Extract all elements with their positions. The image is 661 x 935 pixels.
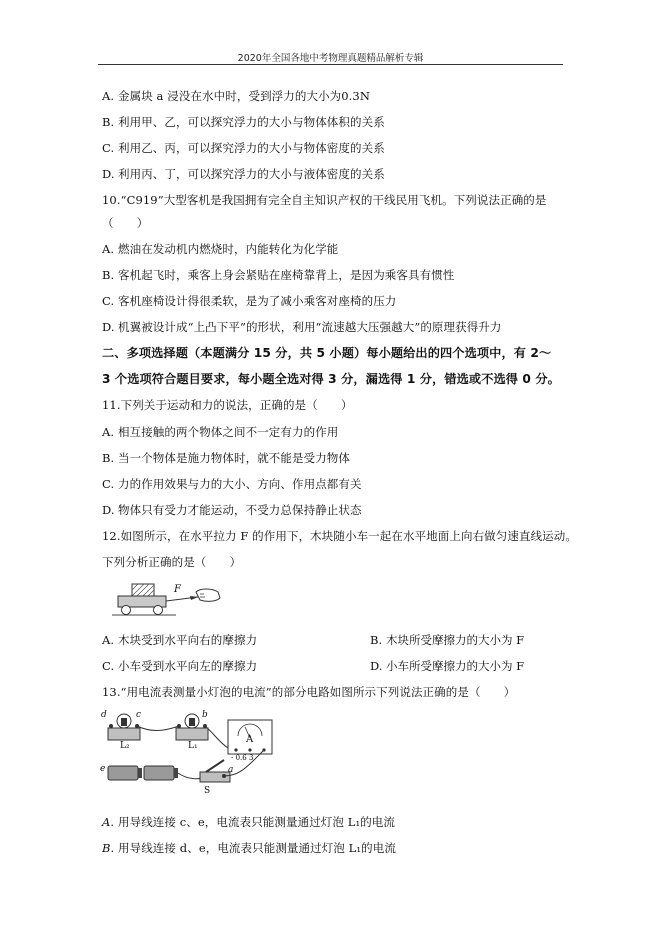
option-text: 利用乙、丙，可以探究浮力的大小与物体密度的关系 — [118, 141, 385, 155]
battery-2 — [144, 766, 174, 780]
q9-option-b — [102, 114, 385, 130]
option-text: 物体只有受力才能运动，不受力总保持静止状态 — [118, 503, 362, 517]
option-letter: B. — [102, 451, 115, 465]
terminal-b-label: b — [202, 710, 208, 720]
q12-option-a — [102, 632, 257, 648]
force-label: F — [174, 584, 181, 595]
lamp1-base — [176, 728, 208, 740]
option-letter: B. — [102, 268, 115, 282]
option-text: 木块所受摩擦力的大小为 F — [386, 633, 525, 647]
option-text: 相互接触的两个物体之间不一定有力的作用 — [118, 425, 339, 439]
q11-stem: 11.下列关于运动和力的说法，正确的是（ ） — [102, 398, 353, 412]
section2-heading-line1: 二、多项选择题（本题满分 15 分，共 5 小题）每小题给出的四个选项中，有 2～ — [102, 346, 552, 360]
q11-option-b — [102, 450, 350, 466]
q11-option-a — [102, 424, 338, 440]
q10-blank: （ ） — [102, 216, 149, 230]
option-text: 小车所受摩擦力的大小为 F — [386, 659, 525, 673]
lamp2-base — [108, 728, 140, 740]
option-text: 燃油在发动机内燃烧时，内能转化为化学能 — [118, 242, 339, 256]
lamp1-label: L₁ — [188, 741, 198, 751]
q12-option-c — [102, 658, 257, 674]
option-letter: D. — [370, 659, 383, 673]
option-letter: C. — [102, 141, 115, 155]
hand — [196, 589, 220, 601]
q11-option-d — [102, 502, 362, 518]
q11-option-c — [102, 476, 362, 492]
q13-option-a — [102, 814, 395, 830]
q12-stem-line1: 12.如图所示，在水平拉力 F 的作用下，木块随小车一起在水平地面上向右做匀速直线运动。 — [102, 529, 577, 543]
q9-option-d — [102, 166, 385, 182]
option-letter: D. — [102, 320, 115, 334]
q12-option-b — [370, 632, 524, 648]
q9-option-c — [102, 140, 385, 156]
ammeter-scale-label: - 0.6 3 — [231, 754, 254, 762]
option-text: 当一个物体是施力物体时，就不能是受力物体 — [118, 451, 350, 465]
q12-cart-figure — [112, 582, 222, 618]
page-header: 2020年全国各地中考物理真题精品解析专辑 — [237, 53, 424, 64]
q12-stem-line2: 下列分析正确的是（ ） — [102, 555, 242, 569]
option-text: 客机起飞时，乘客上身会紧贴在座椅靠背上，是因为乘客具有惯性 — [118, 268, 455, 282]
header-divider — [98, 64, 563, 65]
lamp2-label: L₂ — [120, 741, 130, 751]
switch-label: S — [204, 786, 211, 796]
option-letter: A. — [102, 89, 115, 103]
option-letter: D. — [102, 503, 115, 517]
option-text: 客机座椅设计得很柔软，是为了减小乘客对座椅的压力 — [118, 294, 397, 308]
option-text: 用导线连接 c、e，电流表只能测量通过灯泡 L₁的电流 — [118, 815, 396, 829]
option-text: 利用丙、丁，可以探究浮力的大小与液体密度的关系 — [118, 167, 385, 181]
terminal-d-label: d — [101, 710, 107, 720]
option-letter: A. — [102, 633, 115, 647]
option-letter: A. — [102, 242, 115, 256]
option-letter: B. — [102, 841, 115, 855]
q10-option-a — [102, 241, 338, 257]
section2-heading-line2: 3 个选项符合题目要求，每小题全选对得 3 分，漏选得 1 分，错选或不选得 0 分。 — [102, 372, 560, 386]
option-letter: B. — [370, 633, 383, 647]
q10-option-c — [102, 293, 396, 309]
q13-stem: 13.“用电流表测量小灯泡的电流”的部分电路如图所示下列说法正确的是（ ） — [102, 685, 516, 699]
terminal-c-label: c — [136, 710, 142, 720]
q10-option-b — [102, 267, 454, 283]
option-letter: A. — [102, 425, 115, 439]
option-letter: C. — [102, 659, 115, 673]
option-letter: D. — [102, 167, 115, 181]
option-letter: B. — [102, 115, 115, 129]
option-text: 木块受到水平向右的摩擦力 — [118, 633, 258, 647]
option-letter: A. — [102, 815, 115, 829]
option-letter: C. — [102, 477, 115, 491]
option-text: 力的作用效果与力的大小、方向、作用点都有关 — [118, 477, 362, 491]
q9-option-a — [102, 88, 370, 104]
option-text: 小车受到水平向左的摩擦力 — [118, 659, 258, 673]
terminal-a-label: a — [228, 765, 234, 775]
option-letter: C. — [102, 294, 115, 308]
battery-1 — [108, 766, 138, 780]
ammeter-label: A — [246, 734, 254, 745]
q10-stem: 10.“C919”大型客机是我国拥有完全自主知识产权的干线民用飞机。下列说法正确的是 — [102, 193, 547, 207]
option-text: 金属块 a 浸没在水中时，受到浮力的大小为0.3N — [118, 89, 371, 103]
q12-option-d — [370, 658, 524, 674]
option-text: 机翼被设计成“上凸下平”的形状，利用“流速越大压强越大”的原理获得升力 — [118, 320, 502, 334]
option-text: 用导线连接 d、e，电流表只能测量通过灯泡 L₁的电流 — [118, 841, 396, 855]
option-text: 利用甲、乙，可以探究浮力的大小与物体体积的关系 — [118, 115, 385, 129]
q13-option-b — [102, 840, 396, 856]
terminal-e-label: e — [100, 764, 106, 774]
q10-option-d — [102, 319, 502, 335]
q13-circuit-figure — [100, 710, 280, 800]
